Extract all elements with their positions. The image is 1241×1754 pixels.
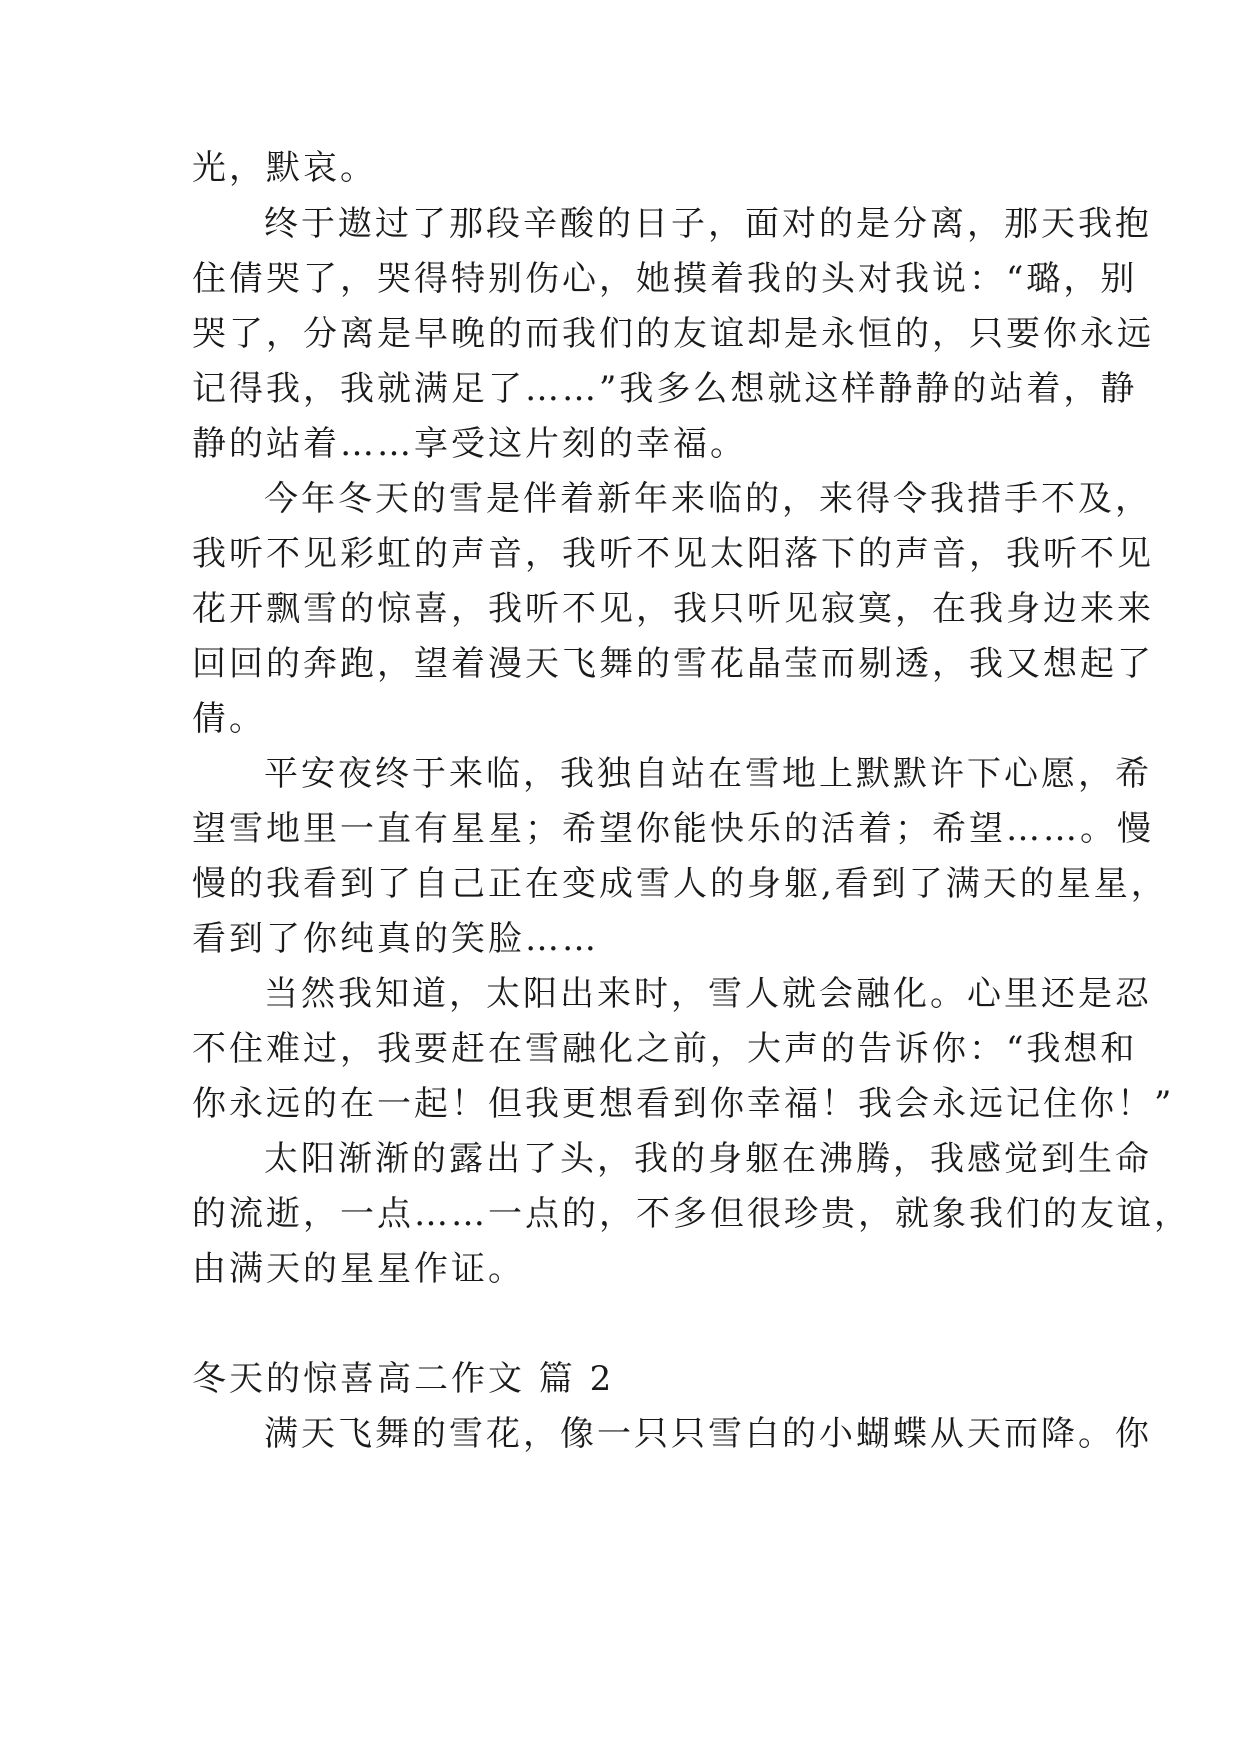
paragraph-start-line: 太阳渐渐的露出了头，我的身躯在沸腾，我感觉到生命	[264, 1139, 1152, 1179]
text-line: 由满天的星星作证。	[192, 1249, 525, 1289]
text-line: 的流逝，一点……一点的，不多但很珍贵，就象我们的友谊，	[192, 1194, 1191, 1234]
paragraph-start-line: 平安夜终于来临，我独自站在雪地上默默许下心愿，希	[264, 754, 1152, 794]
paragraph-start-line: 当然我知道，太阳出来时，雪人就会融化。心里还是忍	[264, 974, 1152, 1014]
text-line: 慢的我看到了自己正在变成雪人的身躯,看到了满天的星星，	[192, 864, 1168, 904]
section-heading: 冬天的惊喜高二作文 篇 2	[192, 1359, 615, 1399]
text-line: 看到了你纯真的笑脸……	[192, 919, 599, 959]
text-line: 你永远的在一起！但我更想看到你幸福！我会永远记住你！”	[192, 1084, 1175, 1124]
text-line: 住倩哭了，哭得特别伤心，她摸着我的头对我说：“璐，别	[192, 259, 1138, 299]
text-line: 光，默哀。	[192, 148, 377, 188]
text-line: 哭了，分离是早晚的而我们的友谊却是永恒的，只要你永远	[192, 314, 1154, 354]
text-line: 倩。	[192, 699, 266, 739]
paragraph-start-line: 满天飞舞的雪花，像一只只雪白的小蝴蝶从天而降。你	[264, 1414, 1152, 1454]
text-line: 不住难过，我要赶在雪融化之前，大声的告诉你：“我想和	[192, 1029, 1138, 1069]
text-line: 回回的奔跑，望着漫天飞舞的雪花晶莹而剔透，我又想起了	[192, 644, 1154, 684]
paragraph-start-line: 今年冬天的雪是伴着新年来临的，来得令我措手不及，	[264, 479, 1152, 519]
text-line: 记得我，我就满足了……”我多么想就这样静静的站着，静	[192, 369, 1138, 409]
text-line: 望雪地里一直有星星；希望你能快乐的活着；希望……。慢	[192, 809, 1154, 849]
text-line: 花开飘雪的惊喜，我听不见，我只听见寂寞，在我身边来来	[192, 589, 1154, 629]
text-line: 我听不见彩虹的声音，我听不见太阳落下的声音，我听不见	[192, 534, 1154, 574]
text-line: 静的站着……享受这片刻的幸福。	[192, 424, 747, 464]
paragraph-start-line: 终于遨过了那段辛酸的日子，面对的是分离，那天我抱	[264, 204, 1152, 244]
